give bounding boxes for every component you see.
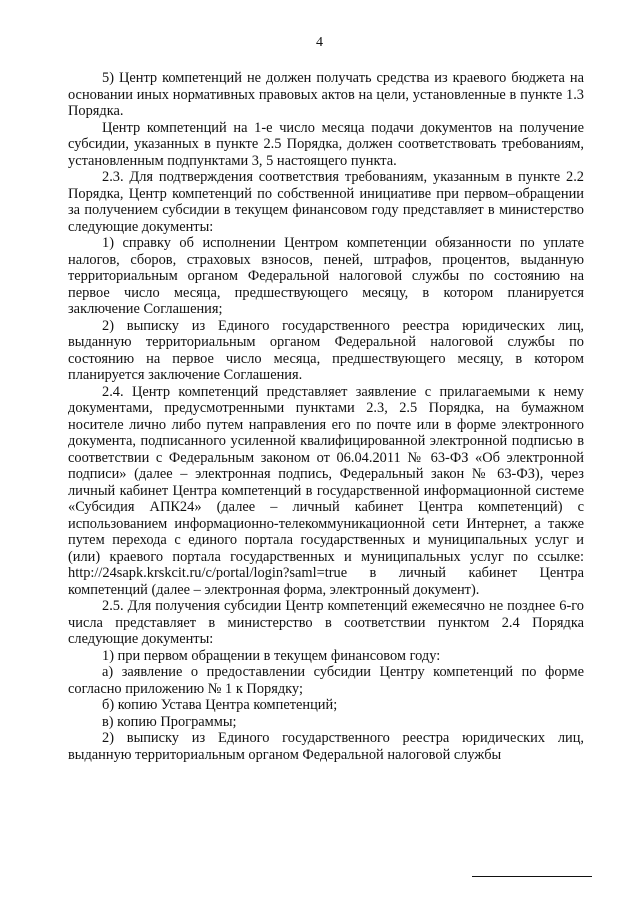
paragraph-item-5: 5) Центр компетенций не должен получать средства из краевого бюджета на основании иных нормативных правовых актов на цели, установленные в пункте 1.3 Порядка. — [68, 70, 584, 119]
paragraph-2-4: 2.4. Центр компетенций представляет заявление с прилагаемыми к нему документами, предусмотренными пунктами 2.3, 2.5 Порядка, на бумажном носителе лично либо путем направления его по почте или в форме электронного документа, подписанного усиленной квалифицированной электронной подписью в соответствии с Федеральным законом от 06.04.2011 № 63-ФЗ «Об электронной подписи» (далее – электронная подпись, Федеральный закон № 63-ФЗ), через личный кабинет Центра компетенций в государственной информационной системе «Субсидия АПК24» (далее – личный кабинет Центра компетенций) с использованием информационно-телекоммуникационной сети Интернет, а также путем перехода с единого портала государственных и муниципальных услуг и (или) краевого портала государственных и муниципальных услуг по ссылке: http://24sapk.krskcit.ru/c/portal/login?saml=true в личный кабинет Центра компетенций (далее – электронная форма, электронный документ). — [68, 383, 584, 598]
document-body — [68, 70, 584, 763]
paragraph-2-3: 2.3. Для подтверждения соответствия требованиям, указанным в пункте 2.2 Порядка, Центр компетенций по собственной инициативе при первом–обращении за получением субсидии в текущем финансовом году представляет в министерство следующие документы: — [68, 169, 584, 235]
footer-rule — [472, 876, 592, 877]
paragraph-2-5-item-1a: а) заявление о предоставлении субсидии Центру компетенций по форме согласно приложению № 1 к Порядку; — [68, 664, 584, 697]
paragraph-2-3-item-2: 2) выписку из Единого государственного реестра юридических лиц, выданную территориальным органом Федеральной налоговой службы по состоянию на первое число месяца, предшествующего месяцу, в котором планируется заключение Соглашения. — [68, 317, 584, 383]
paragraph-2-5: 2.5. Для получения субсидии Центр компетенций ежемесячно не позднее 6-го числа представляет в министерство в соответствии пунктом 2.4 Порядка следующие документы: — [68, 598, 584, 647]
paragraph-2-5-item-1b: б) копию Устава Центра компетенций; — [102, 697, 338, 713]
paragraph-2-5-item-2: 2) выписку из Единого государственного реестра юридических лиц, выданную территориальным органом Федеральной налоговой службы — [68, 730, 584, 763]
paragraph-2-5-item-1: 1) при первом обращении в текущем финансовом году: — [102, 647, 441, 664]
paragraph-requirements-date: Центр компетенций на 1-е число месяца подачи документов на получение субсидии, указанных в пункте 2.5 Порядка, должен соответствовать требованиям, установленным подпунктами 3, 5 настоящего пункта. — [68, 119, 584, 169]
paragraph-2-5-item-1c: в) копию Программы; — [102, 713, 237, 730]
paragraph-2-3-item-1: 1) справку об исполнении Центром компетенции обязанности по уплате налогов, сборов, страховых взносов, пеней, штрафов, процентов, выданную территориальным органом Федеральной налоговой службы по состоянию на первое число месяца, предшествующего месяцу, в котором планируется заключение Соглашения; — [68, 235, 584, 317]
page-number: 4 — [316, 35, 323, 50]
